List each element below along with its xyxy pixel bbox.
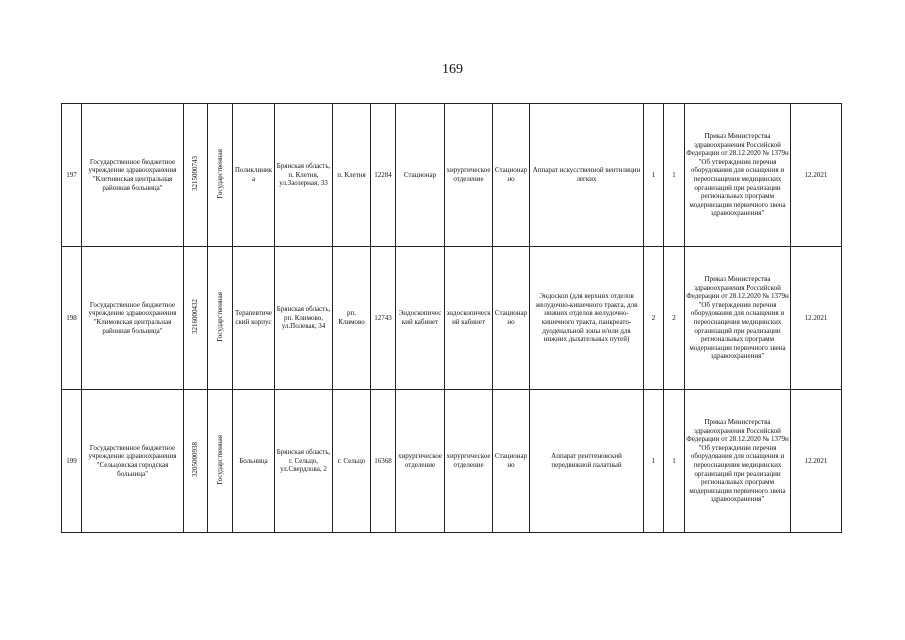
deadline-date: 12.2021	[791, 104, 842, 247]
inn-value: 3205000938	[191, 442, 200, 478]
cabinet: эндоскопический кабинет	[445, 247, 493, 390]
ownership-cell	[208, 390, 233, 533]
equipment-name: Аппарат рентгеновский передвижной палатный	[530, 390, 644, 533]
settlement-code: 12284	[371, 104, 396, 247]
organization-name: Государственное бюджетное учреждение здравоохранения "Сельцовская городская больница"	[82, 390, 184, 533]
row-number: 199	[62, 390, 82, 533]
settlement-code: 12743	[371, 247, 396, 390]
organization-name: Государственное бюджетное учреждение здравоохранения "Клетнянская центральная районная больница"	[82, 104, 184, 247]
department: Эндоскопический кабинет	[396, 247, 445, 390]
basis-document: Приказ Министерства здравоохранения Российской Федерации от 28.12.2020 № 1379н "Об утверждении перечня оборудования для оснащения и переоснащения медицинских организаций при реализации региональных программ модернизации первичного звена здравоохранения"	[685, 104, 791, 247]
inn-cell	[184, 104, 208, 247]
department: Стационар	[396, 104, 445, 247]
care-type: Стационарно	[493, 247, 530, 390]
unit-name: Поликлиника	[233, 104, 275, 247]
table-row	[62, 104, 842, 247]
quantity-b: 1	[664, 390, 685, 533]
settlement: рп. Климово	[333, 247, 371, 390]
care-type: Стационарно	[493, 104, 530, 247]
ownership-value: Государственная	[215, 148, 224, 199]
deadline-date: 12.2021	[791, 390, 842, 533]
quantity-a: 1	[644, 104, 664, 247]
cabinet: хирургическое отделение	[445, 390, 493, 533]
address: Брянская область, рп. Климово, ул.Полевая, 34	[275, 247, 333, 390]
address: Брянская область, п. Клетня, ул.Заозерная, 33	[275, 104, 333, 247]
settlement: г. Сельцо	[333, 390, 371, 533]
ownership-cell	[208, 104, 233, 247]
inn-cell	[184, 390, 208, 533]
cabinet: хирургическое отделение	[445, 104, 493, 247]
table-row	[62, 390, 842, 533]
ownership-value: Государственная	[215, 434, 224, 485]
equipment-name: Эндоскоп (для верхних отделов желудочно-кишечного тракта, для нижних отделов желудочно-кишечного тракта, панкреато-дуоденальной зоны и/или для нижних дыхательных путей)	[530, 247, 644, 390]
row-number: 198	[62, 247, 82, 390]
inn-value: 3216000432	[191, 299, 200, 335]
inn-value: 3215000743	[191, 156, 200, 192]
ownership-cell	[208, 247, 233, 390]
row-number: 197	[62, 104, 82, 247]
table-row	[62, 247, 842, 390]
quantity-a: 2	[644, 247, 664, 390]
unit-name: Терапевтический корпус	[233, 247, 275, 390]
quantity-a: 1	[644, 390, 664, 533]
ownership-value: Государственная	[215, 291, 224, 342]
page-number: 169	[442, 62, 463, 77]
equipment-registry-table	[61, 103, 842, 533]
deadline-date: 12.2021	[791, 247, 842, 390]
care-type: Стационарно	[493, 390, 530, 533]
unit-name: Больница	[233, 390, 275, 533]
inn-cell	[184, 247, 208, 390]
department: хирургическое отделение	[396, 390, 445, 533]
basis-document: Приказ Министерства здравоохранения Российской Федерации от 28.12.2020 № 1379н "Об утверждении перечня оборудования для оснащения и переоснащения медицинских организаций при реализации региональных программ модернизации первичного звена здравоохранения"	[685, 390, 791, 533]
basis-document: Приказ Министерства здравоохранения Российской Федерации от 28.12.2020 № 1379н "Об утверждении перечня оборудования для оснащения и переоснащения медицинских организаций при реализации региональных программ модернизации первичного звена здравоохранения"	[685, 247, 791, 390]
organization-name: Государственное бюджетное учреждение здравоохранения "Климовская центральная районная больница"	[82, 247, 184, 390]
address: Брянская область, г. Сельцо, ул.Свердлова, 2	[275, 390, 333, 533]
quantity-b: 2	[664, 247, 685, 390]
quantity-b: 1	[664, 104, 685, 247]
settlement-code: 16368	[371, 390, 396, 533]
settlement: п. Клетня	[333, 104, 371, 247]
equipment-name: Аппарат искусственной вентиляции легких	[530, 104, 644, 247]
